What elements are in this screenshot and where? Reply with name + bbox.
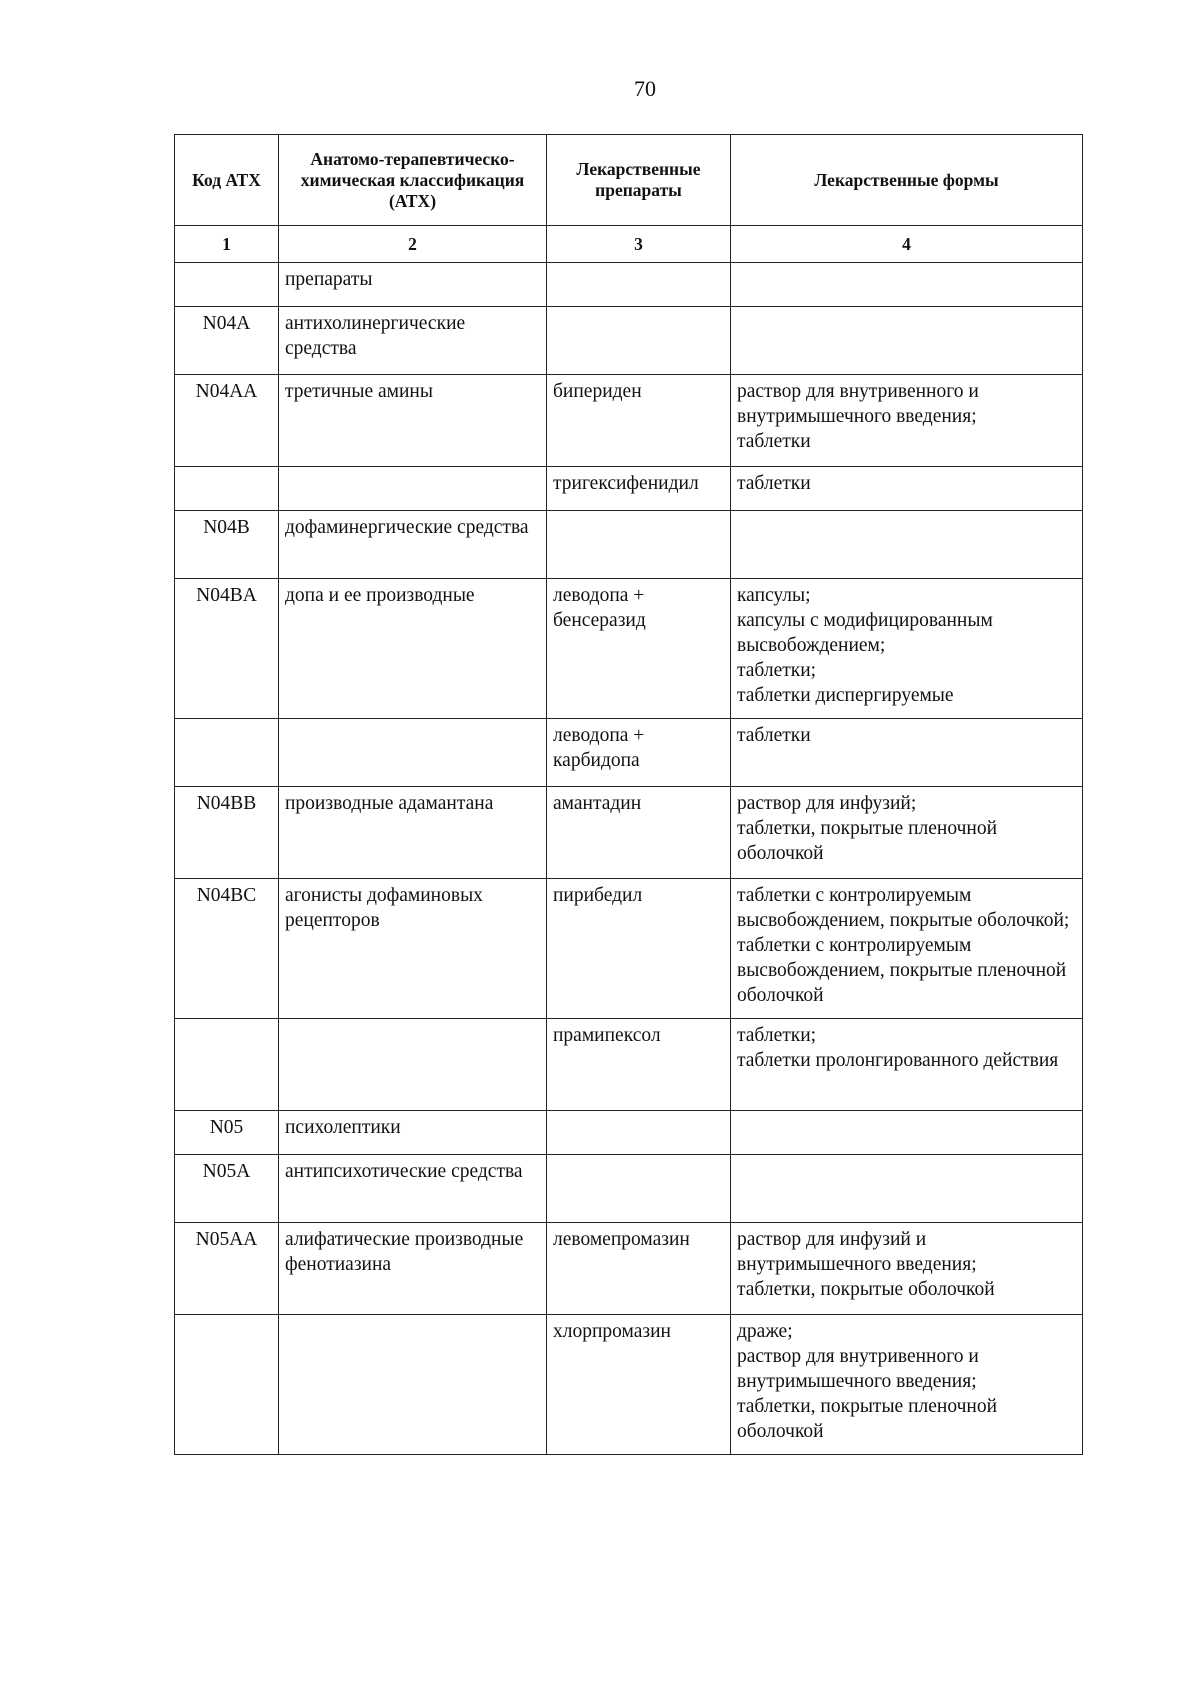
dosage-form: таблетки диспергируемые	[737, 685, 954, 706]
atx-code-cell	[175, 719, 279, 787]
classification-cell: антихолинергические средства	[279, 307, 547, 375]
drug-cell: прамипексол	[547, 1019, 731, 1111]
table-row	[175, 1019, 1083, 1111]
drug-cell: пирибедил	[547, 879, 731, 1019]
atx-code-cell	[175, 467, 279, 511]
atx-drug-table	[174, 134, 1083, 1455]
atx-code-cell	[175, 1019, 279, 1111]
table-row	[175, 307, 1083, 375]
column-number-row	[175, 226, 1083, 263]
classification-cell: производные адамантана	[279, 787, 547, 879]
atx-code-cell: N04B	[175, 511, 279, 579]
dosage-forms-cell	[731, 787, 1083, 879]
column-number: 3	[547, 226, 731, 263]
dosage-form: таблетки, покрытые оболочкой	[737, 1279, 995, 1300]
atx-code-cell: N04BB	[175, 787, 279, 879]
atx-code-cell: N05AA	[175, 1223, 279, 1315]
atx-code-cell: N05A	[175, 1155, 279, 1223]
dosage-forms-cell	[731, 263, 1083, 307]
dosage-forms-cell	[731, 1155, 1083, 1223]
dosage-form: таблетки;	[737, 1025, 817, 1046]
dosage-forms-cell	[731, 879, 1083, 1019]
dosage-forms-cell	[731, 467, 1083, 511]
column-number: 2	[279, 226, 547, 263]
dosage-form: капсулы с модифицированным высвобождением;	[737, 610, 993, 656]
classification-cell: психолептики	[279, 1111, 547, 1155]
classification-cell	[279, 1315, 547, 1455]
atx-code-cell: N04AA	[175, 375, 279, 467]
drug-cell: тригексифенидил	[547, 467, 731, 511]
dosage-form: таблетки, покрытые пленочной оболочкой	[737, 818, 998, 864]
classification-cell: агонисты дофаминовых рецепторов	[279, 879, 547, 1019]
dosage-forms-cell	[731, 1019, 1083, 1111]
table-row	[175, 787, 1083, 879]
column-header-code: Код АТХ	[175, 135, 279, 226]
drug-cell: хлорпромазин	[547, 1315, 731, 1455]
table-header-row	[175, 135, 1083, 226]
dosage-form: драже;	[737, 1321, 793, 1342]
dosage-form: таблетки	[737, 431, 811, 452]
table-row	[175, 1223, 1083, 1315]
table-row	[175, 879, 1083, 1019]
classification-cell: препараты	[279, 263, 547, 307]
atx-code-cell	[175, 263, 279, 307]
dosage-form: раствор для внутривенного и внутримышечного введения;	[737, 381, 979, 427]
table-row	[175, 1315, 1083, 1455]
table-row	[175, 375, 1083, 467]
dosage-form: раствор для внутривенного и внутримышечного введения;	[737, 1346, 979, 1392]
dosage-forms-cell	[731, 1223, 1083, 1315]
column-header-forms: Лекарственные формы	[731, 135, 1083, 226]
column-header-drugs: Лекарственные препараты	[547, 135, 731, 226]
atx-code-cell: N04A	[175, 307, 279, 375]
dosage-forms-cell	[731, 1111, 1083, 1155]
classification-cell: антипсихотические средства	[279, 1155, 547, 1223]
classification-cell: допа и ее производные	[279, 579, 547, 719]
classification-cell: дофаминергические средства	[279, 511, 547, 579]
column-number: 4	[731, 226, 1083, 263]
classification-cell	[279, 467, 547, 511]
classification-cell: третичные амины	[279, 375, 547, 467]
atx-code-cell: N05	[175, 1111, 279, 1155]
table-row	[175, 1111, 1083, 1155]
dosage-form: раствор для инфузий и внутримышечного введения;	[737, 1229, 977, 1275]
dosage-form: таблетки пролонгированного действия	[737, 1050, 1059, 1071]
drug-cell	[547, 1155, 731, 1223]
drug-cell: левомепромазин	[547, 1223, 731, 1315]
table-row	[175, 263, 1083, 307]
table-row	[175, 467, 1083, 511]
drug-cell	[547, 1111, 731, 1155]
dosage-forms-cell	[731, 719, 1083, 787]
classification-cell: алифатические производные фенотиазина	[279, 1223, 547, 1315]
dosage-forms-cell	[731, 375, 1083, 467]
dosage-forms-cell	[731, 511, 1083, 579]
dosage-form: таблетки с контролируемым высвобождением, покрытые пленочной оболочкой	[737, 935, 1067, 1006]
drug-cell	[547, 307, 731, 375]
dosage-form: таблетки	[737, 473, 811, 494]
column-number: 1	[175, 226, 279, 263]
dosage-form: таблетки, покрытые пленочной оболочкой	[737, 1396, 998, 1442]
table-row	[175, 1155, 1083, 1223]
dosage-forms-cell	[731, 1315, 1083, 1455]
classification-cell	[279, 719, 547, 787]
dosage-form: таблетки	[737, 725, 811, 746]
atx-code-cell: N04BA	[175, 579, 279, 719]
drug-cell: бипериден	[547, 375, 731, 467]
dosage-forms-cell	[731, 307, 1083, 375]
atx-code-cell	[175, 1315, 279, 1455]
dosage-form: раствор для инфузий;	[737, 793, 917, 814]
dosage-form: таблетки с контролируемым высвобождением, покрытые оболочкой;	[737, 885, 1070, 931]
column-header-classification: Анатомо-терапевтическо-химическая классификация (АТХ)	[279, 135, 547, 226]
drug-cell	[547, 263, 731, 307]
atx-code-cell: N04BC	[175, 879, 279, 1019]
dosage-form: капсулы;	[737, 585, 811, 606]
drug-cell: амантадин	[547, 787, 731, 879]
table-body	[175, 263, 1083, 1455]
dosage-forms-cell	[731, 579, 1083, 719]
table-row	[175, 719, 1083, 787]
drug-cell: леводопа + карбидопа	[547, 719, 731, 787]
drug-cell: леводопа + бенсеразид	[547, 579, 731, 719]
page-number: 70	[634, 76, 656, 101]
drug-cell	[547, 511, 731, 579]
table-row	[175, 579, 1083, 719]
classification-cell	[279, 1019, 547, 1111]
table-row	[175, 511, 1083, 579]
dosage-form: таблетки;	[737, 660, 817, 681]
